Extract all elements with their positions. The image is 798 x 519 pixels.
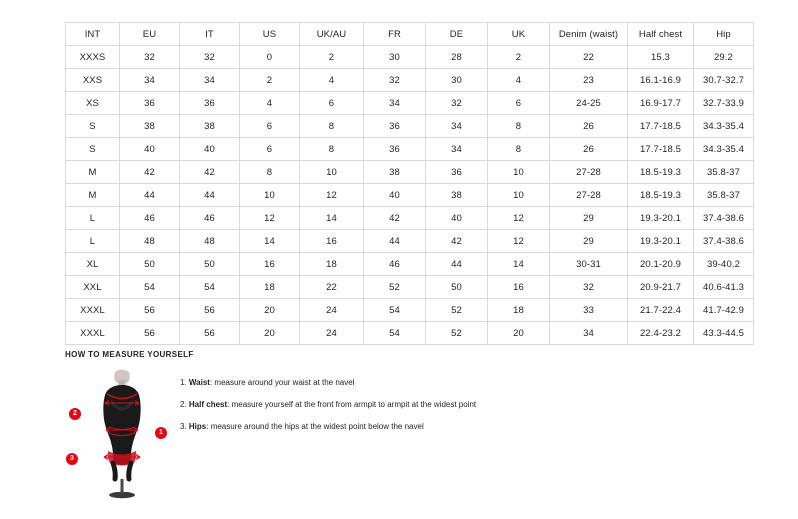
- cell-us: 8: [240, 161, 300, 184]
- cell-uk: 10: [488, 161, 550, 184]
- column-header-denim: Denim (waist): [550, 23, 628, 46]
- cell-hip: 35.8-37: [694, 161, 754, 184]
- cell-uk: 18: [488, 299, 550, 322]
- cell-de: 42: [426, 230, 488, 253]
- cell-hip: 37.4-38.6: [694, 207, 754, 230]
- measure-steps-list: [180, 367, 733, 443]
- cell-eu: 46: [120, 207, 180, 230]
- measure-step-half-chest: [180, 399, 733, 410]
- table-row: [66, 253, 754, 276]
- cell-half-chest: 18.5-19.3: [628, 161, 694, 184]
- cell-uk: 12: [488, 207, 550, 230]
- table-row: [66, 299, 754, 322]
- cell-half-chest: 16.9-17.7: [628, 92, 694, 115]
- measure-step-waist: [180, 377, 733, 388]
- cell-uk: 4: [488, 69, 550, 92]
- cell-uk: 16: [488, 276, 550, 299]
- column-header-us: US: [240, 23, 300, 46]
- table-row: [66, 184, 754, 207]
- cell-uk: 20: [488, 322, 550, 345]
- cell-de: 52: [426, 322, 488, 345]
- cell-fr: 52: [364, 276, 426, 299]
- column-header-half-chest: Half chest: [628, 23, 694, 46]
- cell-ukau: 8: [300, 115, 364, 138]
- cell-denim: 33: [550, 299, 628, 322]
- step-text-half-chest: : measure yourself at the front from armpit to armpit at the widest point: [227, 400, 477, 409]
- cell-ukau: 12: [300, 184, 364, 207]
- column-header-fr: FR: [364, 23, 426, 46]
- cell-it: 36: [180, 92, 240, 115]
- mannequin-illustration: [89, 367, 155, 499]
- table-row: [66, 46, 754, 69]
- column-header-ukau: UK/AU: [300, 23, 364, 46]
- table-row: [66, 161, 754, 184]
- cell-int: XXL: [66, 276, 120, 299]
- cell-int: L: [66, 230, 120, 253]
- cell-hip: 41.7-42.9: [694, 299, 754, 322]
- cell-half-chest: 22.4-23.2: [628, 322, 694, 345]
- cell-hip: 43.3-44.5: [694, 322, 754, 345]
- cell-de: 36: [426, 161, 488, 184]
- cell-half-chest: 21.7-22.4: [628, 299, 694, 322]
- cell-us: 0: [240, 46, 300, 69]
- cell-fr: 34: [364, 92, 426, 115]
- cell-denim: 30-31: [550, 253, 628, 276]
- step-term-hips: Hips: [188, 422, 207, 431]
- cell-eu: 40: [120, 138, 180, 161]
- table-row: [66, 230, 754, 253]
- how-to-measure-body: [65, 367, 733, 502]
- cell-ukau: 14: [300, 207, 364, 230]
- cell-eu: 54: [120, 276, 180, 299]
- cell-it: 42: [180, 161, 240, 184]
- cell-ukau: 22: [300, 276, 364, 299]
- table-row: [66, 69, 754, 92]
- table-row: [66, 322, 754, 345]
- cell-ukau: 10: [300, 161, 364, 184]
- cell-int: XS: [66, 92, 120, 115]
- cell-int: L: [66, 207, 120, 230]
- cell-us: 2: [240, 69, 300, 92]
- cell-eu: 56: [120, 299, 180, 322]
- column-header-int: INT: [66, 23, 120, 46]
- cell-half-chest: 17.7-18.5: [628, 115, 694, 138]
- cell-ukau: 24: [300, 299, 364, 322]
- step-text-hips: : measure around the hips at the widest point below the navel: [206, 422, 424, 431]
- size-chart-table: [65, 22, 754, 345]
- cell-fr: 44: [364, 230, 426, 253]
- cell-int: S: [66, 115, 120, 138]
- table-row: [66, 92, 754, 115]
- cell-denim: 26: [550, 138, 628, 161]
- cell-de: 44: [426, 253, 488, 276]
- cell-us: 20: [240, 299, 300, 322]
- cell-denim: 32: [550, 276, 628, 299]
- cell-ukau: 2: [300, 46, 364, 69]
- cell-fr: 54: [364, 299, 426, 322]
- cell-ukau: 6: [300, 92, 364, 115]
- cell-int: XL: [66, 253, 120, 276]
- cell-it: 32: [180, 46, 240, 69]
- table-row: [66, 115, 754, 138]
- cell-denim: 24-25: [550, 92, 628, 115]
- cell-hip: 29.2: [694, 46, 754, 69]
- cell-int: XXS: [66, 69, 120, 92]
- cell-hip: 40.6-41.3: [694, 276, 754, 299]
- cell-half-chest: 19.3-20.1: [628, 207, 694, 230]
- cell-fr: 36: [364, 115, 426, 138]
- cell-uk: 6: [488, 92, 550, 115]
- cell-hip: 34.3-35.4: [694, 115, 754, 138]
- cell-de: 40: [426, 207, 488, 230]
- cell-fr: 40: [364, 184, 426, 207]
- cell-int: M: [66, 161, 120, 184]
- callout-badge-3: 3: [66, 453, 78, 465]
- cell-us: 6: [240, 138, 300, 161]
- cell-hip: 35.8-37: [694, 184, 754, 207]
- step-number-1: 1.: [180, 378, 187, 387]
- cell-it: 44: [180, 184, 240, 207]
- mannequin-figure: [65, 367, 180, 502]
- cell-it: 54: [180, 276, 240, 299]
- cell-half-chest: 17.7-18.5: [628, 138, 694, 161]
- cell-ukau: 4: [300, 69, 364, 92]
- cell-int: M: [66, 184, 120, 207]
- cell-de: 34: [426, 115, 488, 138]
- cell-half-chest: 16.1-16.9: [628, 69, 694, 92]
- column-header-hip: Hip: [694, 23, 754, 46]
- how-to-measure-section: [65, 350, 733, 502]
- cell-us: 16: [240, 253, 300, 276]
- cell-uk: 12: [488, 230, 550, 253]
- cell-eu: 32: [120, 46, 180, 69]
- step-text-waist: : measure around your waist at the navel: [209, 378, 355, 387]
- column-header-de: DE: [426, 23, 488, 46]
- size-chart-table-wrapper: [65, 22, 745, 345]
- cell-uk: 8: [488, 115, 550, 138]
- step-number-2: 2.: [180, 400, 187, 409]
- cell-int: S: [66, 138, 120, 161]
- cell-us: 18: [240, 276, 300, 299]
- cell-hip: 32.7-33.9: [694, 92, 754, 115]
- table-header-row: [66, 23, 754, 46]
- callout-badge-2: 2: [69, 408, 81, 420]
- cell-eu: 38: [120, 115, 180, 138]
- cell-ukau: 18: [300, 253, 364, 276]
- cell-de: 32: [426, 92, 488, 115]
- cell-eu: 44: [120, 184, 180, 207]
- cell-uk: 2: [488, 46, 550, 69]
- cell-half-chest: 15.3: [628, 46, 694, 69]
- cell-it: 48: [180, 230, 240, 253]
- column-header-uk: UK: [488, 23, 550, 46]
- step-term-waist: Waist: [188, 378, 210, 387]
- cell-uk: 10: [488, 184, 550, 207]
- cell-fr: 36: [364, 138, 426, 161]
- cell-denim: 29: [550, 230, 628, 253]
- cell-hip: 37.4-38.6: [694, 230, 754, 253]
- step-number-3: 3.: [180, 422, 187, 431]
- cell-it: 56: [180, 322, 240, 345]
- table-row: [66, 207, 754, 230]
- cell-int: XXXL: [66, 322, 120, 345]
- table-row: [66, 138, 754, 161]
- cell-denim: 27-28: [550, 161, 628, 184]
- cell-int: XXXL: [66, 299, 120, 322]
- cell-hip: 34.3-35.4: [694, 138, 754, 161]
- cell-us: 10: [240, 184, 300, 207]
- cell-half-chest: 19.3-20.1: [628, 230, 694, 253]
- cell-denim: 22: [550, 46, 628, 69]
- how-to-measure-title: HOW TO MEASURE YOURSELF: [65, 350, 194, 359]
- cell-hip: 39-40.2: [694, 253, 754, 276]
- cell-int: XXXS: [66, 46, 120, 69]
- cell-de: 50: [426, 276, 488, 299]
- cell-half-chest: 20.9-21.7: [628, 276, 694, 299]
- cell-ukau: 16: [300, 230, 364, 253]
- cell-fr: 46: [364, 253, 426, 276]
- cell-de: 28: [426, 46, 488, 69]
- cell-half-chest: 20.1-20.9: [628, 253, 694, 276]
- cell-hip: 30.7-32.7: [694, 69, 754, 92]
- cell-fr: 38: [364, 161, 426, 184]
- cell-us: 12: [240, 207, 300, 230]
- cell-eu: 36: [120, 92, 180, 115]
- column-header-it: IT: [180, 23, 240, 46]
- cell-eu: 56: [120, 322, 180, 345]
- cell-de: 38: [426, 184, 488, 207]
- cell-de: 34: [426, 138, 488, 161]
- cell-half-chest: 18.5-19.3: [628, 184, 694, 207]
- cell-denim: 34: [550, 322, 628, 345]
- cell-de: 52: [426, 299, 488, 322]
- cell-it: 34: [180, 69, 240, 92]
- cell-it: 50: [180, 253, 240, 276]
- cell-eu: 34: [120, 69, 180, 92]
- cell-fr: 32: [364, 69, 426, 92]
- cell-denim: 23: [550, 69, 628, 92]
- step-term-half-chest: Half chest: [188, 400, 228, 409]
- cell-us: 20: [240, 322, 300, 345]
- cell-denim: 27-28: [550, 184, 628, 207]
- cell-uk: 8: [488, 138, 550, 161]
- cell-denim: 26: [550, 115, 628, 138]
- cell-it: 46: [180, 207, 240, 230]
- cell-fr: 30: [364, 46, 426, 69]
- cell-eu: 42: [120, 161, 180, 184]
- column-header-eu: EU: [120, 23, 180, 46]
- table-row: [66, 276, 754, 299]
- cell-us: 6: [240, 115, 300, 138]
- cell-us: 4: [240, 92, 300, 115]
- cell-it: 38: [180, 115, 240, 138]
- cell-it: 40: [180, 138, 240, 161]
- cell-ukau: 8: [300, 138, 364, 161]
- measure-step-hips: [180, 421, 733, 432]
- cell-it: 56: [180, 299, 240, 322]
- cell-de: 30: [426, 69, 488, 92]
- cell-fr: 54: [364, 322, 426, 345]
- cell-eu: 48: [120, 230, 180, 253]
- cell-fr: 42: [364, 207, 426, 230]
- callout-badge-1: 1: [155, 427, 167, 439]
- cell-ukau: 24: [300, 322, 364, 345]
- cell-denim: 29: [550, 207, 628, 230]
- cell-us: 14: [240, 230, 300, 253]
- cell-uk: 14: [488, 253, 550, 276]
- cell-eu: 50: [120, 253, 180, 276]
